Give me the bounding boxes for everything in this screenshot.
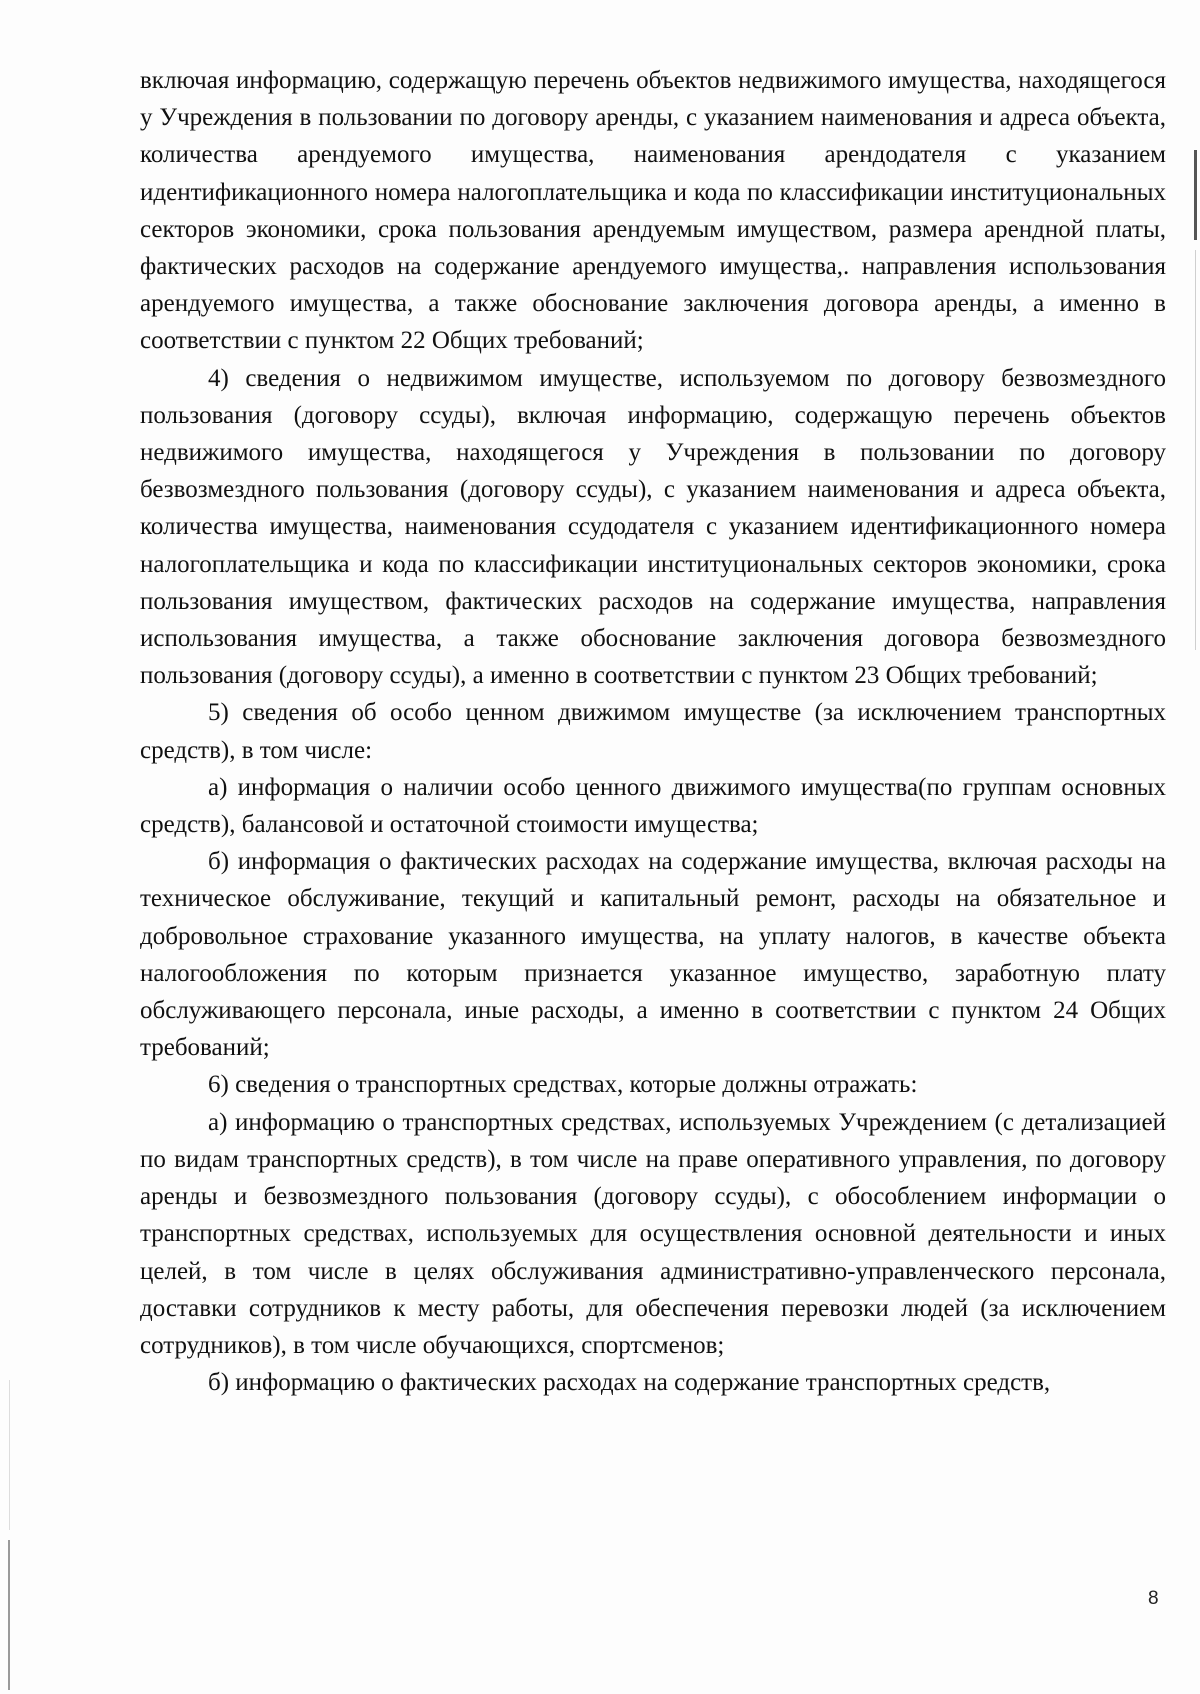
paragraph-continuation: включая информацию, содержащую перечень объектов недвижимого имущества, находящегося у Учреждения в пользовании по договору аренды, с указанием наименования и адреса объекта, количества арендуемого имущества, наименования арендодателя с указанием идентификационного номера налогоплательщика и кода по классификации институциональных секторов экономики, срока пользования арендуемым имуществом, размера арендной платы, фактических расходов на содержание арендуемого имущества,. направления использования арендуемого имущества, а также обоснование заключения договора аренды, а именно в соответствии с пунктом 22 Общих требований; bbox=[140, 67, 1166, 355]
document-body bbox=[140, 62, 1166, 1401]
paragraph-item-5b: б) информация о фактических расходах на содержание имущества, включая расходы на техническое обслуживание, текущий и капитальный ремонт, расходы на обязательное и добровольное страхование указанного имущества, на уплату налогов, в качестве объекта налогообложения по которым признается указанное имущество, заработную плату обслуживающего персонала, иные расходы, а именно в соответствии с пунктом 24 Общих требований; bbox=[140, 848, 1166, 1062]
scan-edge-mark bbox=[1194, 150, 1197, 240]
paragraph-item-5: 5) сведения об особо ценном движимом имуществе (за исключением транспортных средств), в том числе: bbox=[140, 699, 1166, 764]
scan-edge-mark bbox=[9, 1380, 10, 1530]
paragraph-item-6b: б) информацию о фактических расходах на содержание транспортных средств, bbox=[208, 1369, 1051, 1397]
paragraph-item-4: 4) сведения о недвижимом имуществе, используемом по договору безвозмездного пользования (договору ссуды), включая информацию, содержащую перечень объектов недвижимого имущества, находящегося у Учреждения в пользовании по договору безвозмездного пользования (договору ссуды), с указанием наименования и адреса объекта, количества имущества, наименования ссудодателя с указанием идентификационного номера налогоплательщика и кода по классификации институциональных секторов экономики, срока пользования имуществом, фактических расходов на содержание имущества, направления использования имущества, а также обоснование заключения договора безвозмездного пользования (договору ссуды), а именно в соответствии с пунктом 23 Общих требований; bbox=[140, 364, 1166, 690]
page-number: 8 bbox=[1148, 1588, 1159, 1609]
paragraph-item-6a: а) информацию о транспортных средствах, используемых Учреждением (с детализацией по видам транспортных средств), в том числе на праве оперативного управления, по договору аренды и безвозмездного пользования (договору ссуды), с обособлением информации о транспортных средствах, используемых для осуществления основной деятельности и иных целей, в том числе в целях обслуживания административно-управленческого персонала, доставки сотрудников к месту работы, для обеспечения перевозки людей (за исключением сотрудников), в том числе обучающихся, спортсменов; bbox=[140, 1108, 1166, 1359]
paragraph-item-6: 6) сведения о транспортных средствах, которые должны отражать: bbox=[208, 1071, 918, 1099]
scan-edge-mark bbox=[8, 1540, 10, 1690]
scan-edge-mark bbox=[1195, 250, 1196, 650]
paragraph-item-5a: а) информация о наличии особо ценного движимого имущества(по группам основных средств), балансовой и остаточной стоимости имущества; bbox=[140, 773, 1166, 839]
